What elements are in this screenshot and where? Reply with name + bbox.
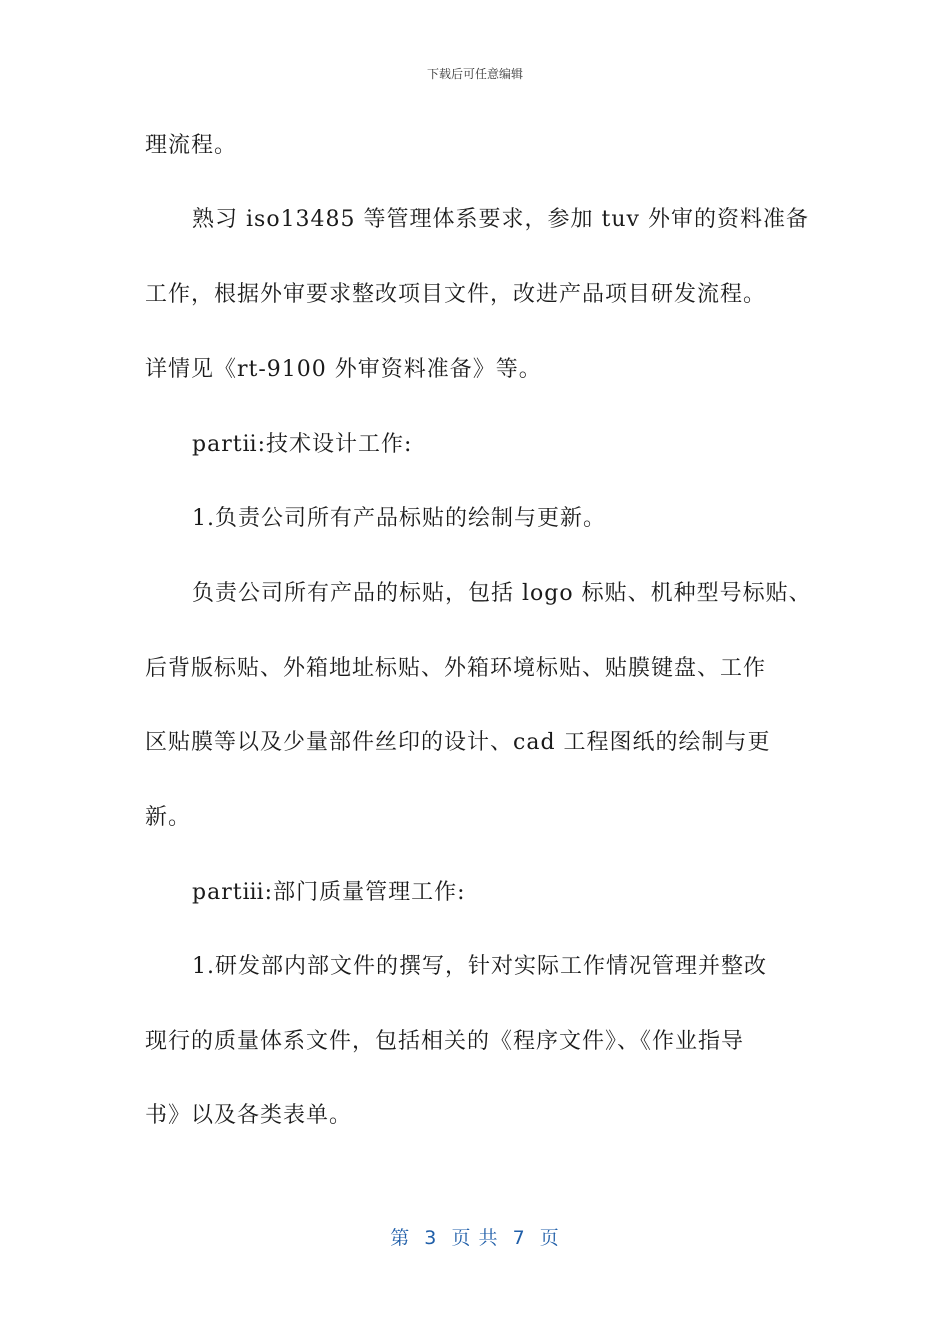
paragraph-line: 区贴膜等以及少量部件丝印的设计、cad 工程图纸的绘制与更 — [145, 730, 771, 755]
paragraph-line: 1.研发部内部文件的撰写，针对实际工作情况管理并整改 — [192, 954, 767, 979]
section-heading: partⅱ:技术设计工作: — [192, 432, 413, 457]
section-heading: partⅲ:部门质量管理工作: — [192, 880, 466, 905]
paragraph-line: 负责公司所有产品的标贴，包括 logo 标贴、机种型号标贴、 — [192, 581, 812, 606]
paragraph-line: 详情见《rt-9100 外审资料准备》等。 — [145, 357, 542, 382]
paragraph-line: 新。 — [145, 805, 192, 830]
paragraph-line: 理流程。 — [145, 133, 238, 158]
paragraph-line: 后背版标贴、外箱地址标贴、外箱环境标贴、贴膜键盘、工作 — [145, 656, 767, 681]
page-number-footer: 第 3 页 共 7 页 — [390, 1227, 560, 1249]
page-header: 下载后可任意编辑 — [426, 67, 523, 81]
paragraph-line: 1.负责公司所有产品标贴的绘制与更新。 — [192, 506, 606, 531]
paragraph-line: 熟习 iso13485 等管理体系要求，参加 tuv 外审的资料准备 — [192, 207, 809, 232]
paragraph-line: 现行的质量体系文件，包括相关的《程序文件》、《作业指导 — [145, 1029, 745, 1054]
paragraph-line: 工作，根据外审要求整改项目文件，改进产品项目研发流程。 — [145, 282, 767, 307]
paragraph-line: 书》以及各类表单。 — [145, 1103, 353, 1128]
